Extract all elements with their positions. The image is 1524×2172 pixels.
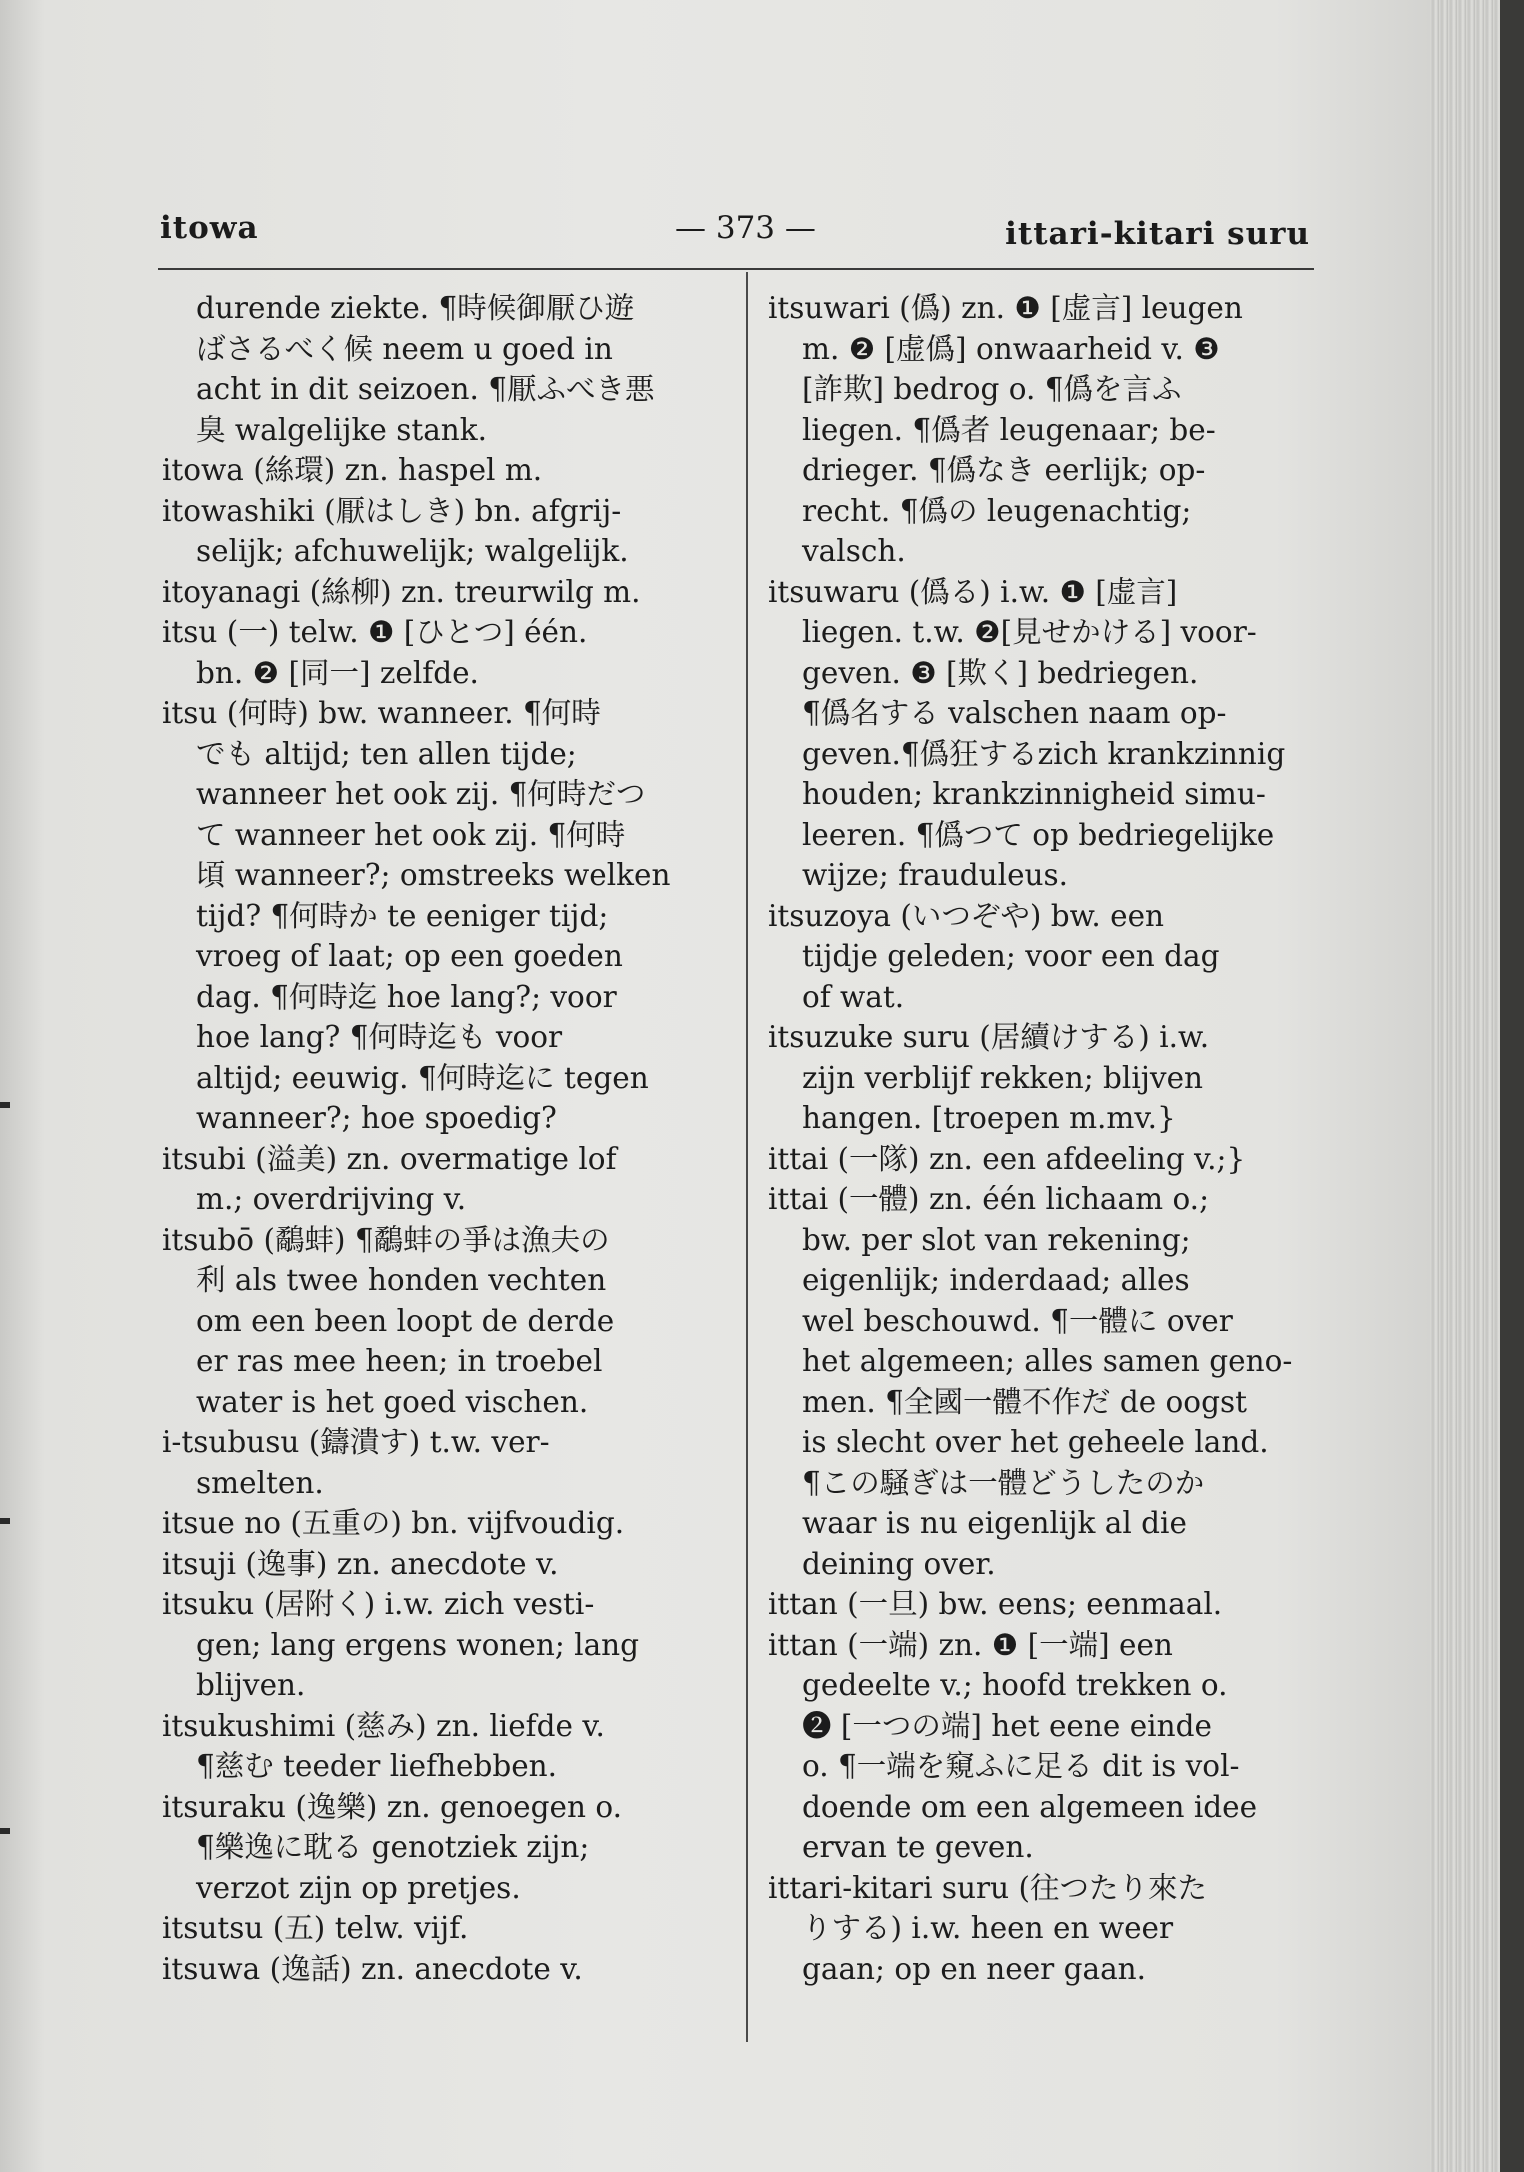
entry-line: ❷ [一つの端] het eene einde <box>802 1708 1212 1743</box>
entry-line: ervan te geven. <box>802 1830 1034 1864</box>
entry-line: deining over. <box>802 1546 996 1581</box>
entry-head-line: ittari-kitari suru (往つたり來た <box>768 1870 1208 1905</box>
entry-line: 頃 wanneer?; omstreeks welken <box>196 858 671 892</box>
entry-head-line: itowashiki (厭はしき) bn. afgrij- <box>162 493 622 528</box>
entry-head-line: itsuwari (僞) zn. ❶ [虚言] leugen <box>768 291 1243 325</box>
entry-head-line: itsue no (五重の) bn. vijfvoudig. <box>162 1506 625 1540</box>
entry-line: gen; lang ergens wonen; lang <box>196 1627 640 1662</box>
entry-head-line: itsuku (居附く) i.w. zich vesti- <box>162 1587 595 1621</box>
entry-line: is slecht over het geheele land. <box>802 1425 1269 1459</box>
entry-line: りする) i.w. heen en weer <box>802 1911 1174 1945</box>
entry-head-line: itsuji (逸事) zn. anecdote v. <box>162 1546 559 1581</box>
entry-line: bn. ❷ [同一] zelfde. <box>196 655 479 690</box>
binding-mark <box>0 1102 10 1108</box>
left-column <box>162 288 722 1989</box>
entry-line: gedeelte v.; hoofd trekken o. <box>802 1668 1228 1702</box>
header-rule <box>158 268 1314 270</box>
entry-head-line: itsuwa (逸話) zn. anecdote v. <box>162 1951 583 1986</box>
entry-line: wanneer het ook zij. ¶何時だつ <box>196 777 646 811</box>
binding-mark <box>0 1518 10 1524</box>
right-guide-word: ittari-kitari suru <box>1005 216 1310 252</box>
entry-line: blijven. <box>196 1668 306 1702</box>
entry-head-line: ittan (一旦) bw. eens; eenmaal. <box>768 1587 1223 1621</box>
entry-line: doende om een algemeen idee <box>802 1789 1258 1824</box>
entry-line: verzot zijn op pretjes. <box>196 1870 521 1905</box>
entry-line: m.; overdrijving v. <box>196 1182 467 1216</box>
entry-line: hoe lang? ¶何時迄も voor <box>196 1020 563 1054</box>
entry-line: houden; krankzinnigheid simu- <box>802 777 1266 811</box>
entry-head-line: itsuzuke suru (居續けする) i.w. <box>768 1020 1210 1054</box>
entry-line: vroeg of laat; op een goeden <box>196 939 623 973</box>
entry-line: zijn verblijf rekken; blijven <box>802 1060 1204 1095</box>
entry-line: drieger. ¶僞なき eerlijk; op- <box>802 453 1206 487</box>
entry-head-line: itsukushimi (慈み) zn. liefde v. <box>162 1708 605 1743</box>
entry-line: er ras mee heen; in troebel <box>196 1344 603 1378</box>
page-edges <box>1430 0 1500 2172</box>
entry-line: het algemeen; alles samen geno- <box>802 1344 1293 1378</box>
entry-line: wel beschouwd. ¶一體に over <box>802 1303 1233 1338</box>
entry-head-line: itsuraku (逸樂) zn. genoegen o. <box>162 1789 622 1824</box>
column-divider <box>746 272 748 2042</box>
entry-line: leeren. ¶僞つて op bedriegelijke <box>802 817 1275 852</box>
entry-line: wanneer?; hoe spoedig? <box>196 1101 557 1135</box>
entry-line: bw. per slot van rekening; <box>802 1222 1191 1257</box>
running-header <box>160 210 1310 254</box>
left-guide-word: itowa <box>160 210 259 246</box>
entry-line: geven. ❸ [欺く] bedriegen. <box>802 655 1199 690</box>
right-column <box>768 288 1328 1989</box>
entry-line: eigenlijk; inderdaad; alles <box>802 1263 1190 1297</box>
entry-line: tijd? ¶何時か te eeniger tijd; <box>196 898 609 933</box>
entry-line: altijd; eeuwig. ¶何時迄に tegen <box>196 1060 649 1095</box>
entry-head-line: itsubi (溢美) zn. overmatige lof <box>162 1141 617 1176</box>
entry-head-line: itsuwaru (僞る) i.w. ❶ [虚言] <box>768 574 1178 609</box>
page-number: — 373 — <box>675 210 816 246</box>
entry-line: ¶僞名する valschen naam op- <box>802 696 1227 730</box>
entry-line: liegen. ¶僞者 leugenaar; be- <box>802 412 1216 447</box>
entry-head-line: itsu (何時) bw. wanneer. ¶何時 <box>162 696 601 730</box>
entry-head-line: itsu (一) telw. ❶ [ひとつ] één. <box>162 615 588 649</box>
entry-head-line: itowa (絲環) zn. haspel m. <box>162 453 543 487</box>
entry-line: waar is nu eigenlijk al die <box>802 1506 1187 1540</box>
entry-line: ¶この騒ぎは一體どうしたのか <box>802 1465 1205 1500</box>
entry-head-line: ittai (一隊) zn. een afdeeling v.;} <box>768 1141 1246 1176</box>
entry-line: geven.¶僞狂するzich krankzinnig <box>802 736 1286 771</box>
entry-line: men. ¶全國一體不作だ de oogst <box>802 1384 1247 1419</box>
entry-line: tijdje geleden; voor een dag <box>802 939 1220 973</box>
entry-head-line: i-tsubusu (鑄潰す) t.w. ver- <box>162 1425 550 1459</box>
entry-head-line: itoyanagi (絲柳) zn. treurwilg m. <box>162 574 641 609</box>
binding-mark <box>0 1828 10 1834</box>
entry-line: selijk; afchuwelijk; walgelijk. <box>196 534 629 568</box>
entry-head-line: itsuzoya (いつぞや) bw. een <box>768 898 1165 933</box>
entry-line: wijze; frauduleus. <box>802 858 1069 892</box>
entry-line: liegen. t.w. ❷[見せかける] voor- <box>802 615 1257 649</box>
entry-head-line: itsutsu (五) telw. vijf. <box>162 1911 469 1945</box>
entry-line: smelten. <box>196 1465 324 1500</box>
entry-line: of wat. <box>802 979 905 1014</box>
entry-head-line: ittan (一端) zn. ❶ [一端] een <box>768 1627 1173 1662</box>
entry-line: recht. ¶僞の leugenachtig; <box>802 493 1192 528</box>
entry-line: durende ziekte. ¶時候御厭ひ遊 <box>196 291 635 325</box>
entry-head-line: itsubō (鷸蚌) ¶鷸蚌の爭は漁夫の <box>162 1222 610 1257</box>
entry-line: om een been loopt de derde <box>196 1303 615 1338</box>
entry-line: ばさるべく候 neem u goed in <box>196 331 613 366</box>
entry-line: o. ¶一端を窺ふに足る dit is vol- <box>802 1749 1240 1783</box>
entry-line: 利 als twee honden vechten <box>196 1263 607 1297</box>
entry-line: water is het goed vischen. <box>196 1384 589 1419</box>
entry-line: 臭 walgelijke stank. <box>196 412 488 447</box>
entry-line: ¶慈む teeder liefhebben. <box>196 1749 558 1783</box>
entry-line: gaan; op en neer gaan. <box>802 1951 1147 1986</box>
entry-line: ¶樂逸に耽る genotziek zijn; <box>196 1830 590 1864</box>
entry-head-line: ittai (一體) zn. één lichaam o.; <box>768 1182 1210 1216</box>
entry-line: でも altijd; ten allen tijde; <box>196 736 577 771</box>
entry-line: dag. ¶何時迄 hoe lang?; voor <box>196 979 617 1014</box>
entry-line: acht in dit seizoen. ¶厭ふべき悪 <box>196 372 655 406</box>
entry-line: [詐欺] bedrog o. ¶僞を言ふ <box>802 372 1182 406</box>
entry-line: hangen. [troepen m.mv.} <box>802 1101 1176 1135</box>
entry-line: m. ❷ [虚僞] onwaarheid v. ❸ <box>802 331 1220 366</box>
entry-line: valsch. <box>802 534 906 568</box>
entry-line: て wanneer het ook zij. ¶何時 <box>196 817 626 852</box>
